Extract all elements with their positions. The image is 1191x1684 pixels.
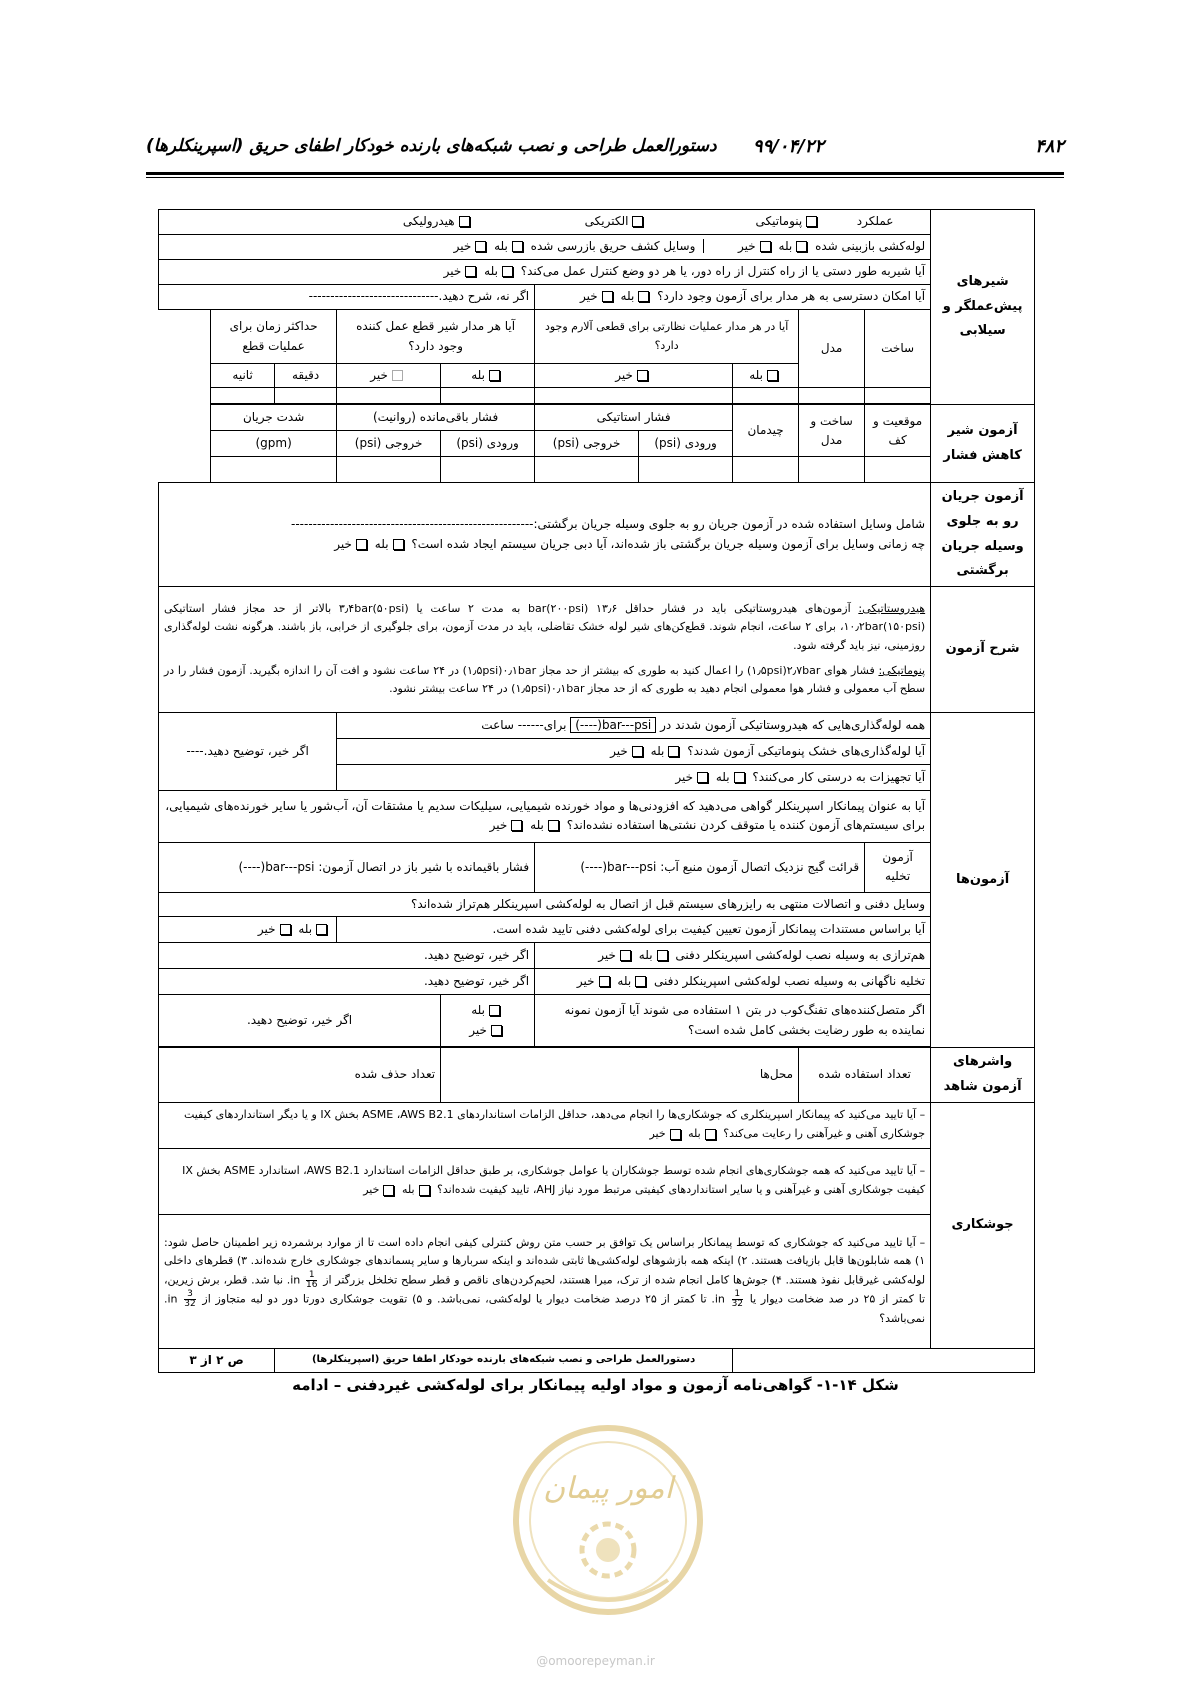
checkbox-manual-no[interactable] bbox=[465, 266, 476, 277]
gpm-unit: (gpm) bbox=[211, 431, 337, 457]
residual-inlet: ورودی (psi) bbox=[441, 431, 535, 457]
section-label-gaskets: واشرهای آزمون شاهد bbox=[931, 1048, 1035, 1102]
equipment-row: آیا تجهیزات به درستی کار می‌کنند؟ بله خیر bbox=[337, 764, 931, 790]
publisher-seal bbox=[508, 1420, 708, 1620]
checkbox-certified-no[interactable] bbox=[280, 924, 291, 935]
checkbox-fasteners-yes[interactable] bbox=[489, 1005, 500, 1016]
make-model-header: ساخت و مدل bbox=[799, 405, 865, 457]
test-description: هیدروستاتیکی: آزمون‌های هیدروستاتیکی باید در فشار حداقل ۱۳٫۶ bar(۲۰۰psi) به مدت ۲ ساعت یا ۳٫۴bar(۵۰psi) بالاتر از حد مجاز فشار استاتیکی ۱۰٫۲bar(۱۵۰psi)، برای ۲ ساعت، انجام شوند. قطع‌کن‌های شیر لوله خشک تقاضلی، باید در مدت آزمون، برای جلوگیری از خرابی، باز باشند. هرگونه نشت لوله‌گذاری روزمینی، نیز باید گرفته شود. پنوماتیکی: فشار هوای ۲٫۷bar(۱٫۵psi) را اعمال کنید به طوری که بیشتر از حد مجاز ۰٫۱bar(۱٫۵psi) در ۲۴ ساعت نشود و افت آن را اندازه بگیرید. آزمون فشار را در سطح آب معمولی و فشار هوا معمولی انجام دهید به طوری که از حد مجاز ۰٫۱bar(۱٫۵psi) در ۲۴ ساعت بیشتر نشود. bbox=[159, 586, 931, 712]
checkbox-equipment-no[interactable] bbox=[697, 772, 708, 783]
chemicals-row: آیا به عنوان پیمانکار اسپرینکلر گواهی می‌دهید که افزودنی‌ها و مواد خورنده شیمیایی، سیلیکات سدیم یا مشتقات آن، آب‌شور یا سایر خورنده‌های شیمیایی، برای سیستم‌های آزمون کننده یا متوقف کردن نشتی‌ها استفاده نشده‌اند؟ بله خیر bbox=[159, 790, 931, 842]
supervision-yes: بله bbox=[733, 364, 799, 388]
arrangement-header: چیدمان bbox=[733, 405, 799, 457]
checkbox-piping-yes[interactable] bbox=[796, 241, 807, 252]
checkbox-access-yes[interactable] bbox=[638, 291, 649, 302]
checkbox-pneumatic-yes[interactable] bbox=[668, 746, 679, 757]
max-time-question: حداکثر زمان برای عملیات قطع bbox=[211, 310, 337, 364]
access-explain: اگر نه، شرح دهید.------------------------------ bbox=[159, 285, 535, 310]
header-rule bbox=[146, 172, 1064, 175]
checkbox-supervision-no[interactable] bbox=[637, 370, 648, 381]
operation-row: عملکرد پنوماتیکی الکتریکی هیدرولیکی bbox=[159, 210, 931, 235]
supervision-no: خیر bbox=[535, 364, 733, 388]
section-label-backflow: آزمون جریان رو به جلوی وسیله جریان برگشتی bbox=[931, 483, 1035, 587]
flush-explain: اگر خیر، توضیح دهید. bbox=[159, 943, 535, 969]
checkbox-backflow-no[interactable] bbox=[356, 539, 367, 550]
fraction-1-32: $\frac{1}{32}$ bbox=[731, 1289, 744, 1310]
drain-explain: اگر خیر، توضیح دهید. bbox=[159, 969, 535, 995]
checkbox-supervision-yes[interactable] bbox=[767, 370, 778, 381]
checkbox-piping-no[interactable] bbox=[760, 241, 771, 252]
checkbox-backflow-yes[interactable] bbox=[393, 539, 404, 550]
checkbox-weld1-yes[interactable] bbox=[705, 1129, 716, 1140]
welding-q3: – آیا تایید می‌کنید که جوشکاری که توسط پیمانکار براساس یک توافق بر حسب متن روش کنترلی کیفی انجام داده است تا از موارد برشمرده زیر اطمینان حاصل شود: ۱) همه شابلون‌ها قابل بازیافت هستند. ۲) اینکه همه بازشوهای لوله‌کشی‌ها ثابتی شده‌اند و اینکه سربارها و سایر پسماندهای جوشکاری خارج شده‌اند. ۳) قطرهای داخلی لوله‌کشی غیرقابل نفوذ هستند. ۴) جوش‌ها کامل انجام شده از ترک، مبرا هستند، لحیم‌کردن‌های ناقص و قطر سطح تخلخل بزرگتر از $\frac{1}{16}$ in. نبا شد. قطر، برش زیرین، تا کمتر از ۲۵ در صد ضخامت دیوار یا $\frac{1}{32}$ in. تا کمتر از ۲۵ درصد ضخامت دیوار یا لوله‌کشی، نمی‌باشد. و ۵) تقویت جوشکاری دورتا دور دو لبه متجاوز از $\frac{3}{32}$ in. نمی‌باشد؟ bbox=[159, 1214, 931, 1348]
header-title: دستورالعمل طراحی و نصب شبکه‌های بارنده خودکار اطفای حریق (اسپرینکلرها) bbox=[146, 136, 717, 156]
minute-label: دقیقه bbox=[275, 364, 337, 388]
certified-choice: بله خیر bbox=[159, 917, 337, 943]
checkbox-hydraulic[interactable] bbox=[459, 216, 470, 227]
residual-reading: فشار باقیمانده با شیر باز در اتصال آزمون: bar---psi(----) bbox=[159, 842, 535, 892]
fasteners-row: اگر متصل‌کننده‌های تفنگ‌کوب در بتن ۱ استفاده می شوند آیا آزمون نمونه نماینده به طور رضایت بخشی کامل شده است؟ bbox=[535, 995, 931, 1047]
fasteners-choice: بله خیر bbox=[441, 995, 535, 1047]
manual-remote-row: آیا شیربه طور دستی یا از راه کنترل از راه دور، یا هر دو وضع کنترل عمل می‌کند؟ بله خیر bbox=[159, 260, 931, 285]
model-header: مدل bbox=[799, 310, 865, 388]
tests-explain: اگر خیر، توضیح دهید.---- bbox=[159, 712, 337, 790]
fasteners-explain: اگر خیر، توضیح دهید. bbox=[159, 995, 441, 1047]
pneumatic-tested-row: آیا لوله‌گذاری‌های خشک پنوماتیکی آزمون شدند؟ بله خیر bbox=[337, 738, 931, 764]
checkbox-chemicals-no[interactable] bbox=[511, 820, 522, 831]
seal-text: امور پیمان bbox=[543, 1471, 673, 1506]
footer-page: ص ۲ از ۳ bbox=[159, 1348, 275, 1372]
access-row: آیا امکان دسترسی به هر مدار برای آزمون وجود دارد؟ بله خیر bbox=[535, 285, 931, 310]
shutoff-yes: بله bbox=[441, 364, 535, 388]
second-label: ثانیه bbox=[211, 364, 275, 388]
fraction-1-16: $\frac{1}{16}$ bbox=[306, 1270, 318, 1291]
static-pressure-header: فشار استاتیکی bbox=[535, 405, 733, 431]
gaskets-removed: تعداد حذف شده bbox=[159, 1048, 441, 1102]
watermark: @omoorepeyman.ir bbox=[536, 1654, 655, 1668]
drain-install-row: تخلیه ناگهانی به وسیله نصب لوله‌کشی اسپرینکلر دفنی بله خیر bbox=[535, 969, 931, 995]
checkbox-weld2-no[interactable] bbox=[383, 1185, 394, 1196]
footer-blank bbox=[733, 1348, 1035, 1372]
checkbox-manual-yes[interactable] bbox=[502, 266, 513, 277]
location-header: موقعیت و کف bbox=[865, 405, 931, 457]
static-outlet: خروجی (psi) bbox=[535, 431, 639, 457]
checkbox-drain-no[interactable] bbox=[599, 976, 610, 987]
section-label-prv: آزمون شیر کاهش فشار bbox=[931, 405, 1035, 483]
checkbox-electric[interactable] bbox=[632, 216, 643, 227]
make-header: ساخت bbox=[865, 310, 931, 388]
section-label-tests: آزمون‌ها bbox=[931, 712, 1035, 1047]
checkbox-flush-yes[interactable] bbox=[657, 950, 668, 961]
fraction-3-32: $\frac{3}{32}$ bbox=[184, 1289, 196, 1310]
section-label-test-desc: شرح آزمون bbox=[931, 586, 1035, 712]
header-rule-thin bbox=[146, 177, 1064, 178]
drain-test-label: آزمون تخلیه bbox=[865, 842, 931, 892]
residual-outlet: خروجی (psi) bbox=[337, 431, 441, 457]
flow-rate-header: شدت جریان bbox=[211, 405, 337, 431]
page-number: ۴۸۲ bbox=[1034, 136, 1064, 157]
certified-row: آیا براساس مستندات پیمانکار آزمون تعیین کیفیت برای لوله‌کشی دفنی تایید شده است. bbox=[337, 917, 931, 943]
piping-inspected-row: لوله‌کشی بازبینی شده بله خیر وسایل کشف حریق بازرسی شده بله خیر bbox=[159, 235, 931, 260]
figure-caption: شکل ۱۴-۱- گواهی‌نامه آزمون و مواد اولیه پیمانکار برای لوله‌کشی غیردفنی – ادامه bbox=[292, 1376, 899, 1394]
checkbox-weld2-yes[interactable] bbox=[419, 1185, 430, 1196]
welding-q2: – آیا تایید می‌کنید که همه جوشکاری‌های انجام شده توسط جوشکاران یا عوامل جوشکاری، بر طبق حداقل الزامات استاندارد AWS B2.1، استاندارد ASME بخش IX کیفیت جوشکاری آهنی و غیرآهنی و یا سایر استانداردهای کیفیتی مرتبط مورد نیاز AHJ، تایید کیفیت شده‌اند؟ بله خیر bbox=[159, 1148, 931, 1214]
residual-pressure-header: فشار باقی‌مانده (روانیت) bbox=[337, 405, 535, 431]
shutoff-no: خیر bbox=[337, 364, 441, 388]
checkbox-pneumatic[interactable] bbox=[806, 216, 817, 227]
gaskets-locations: محل‌ها bbox=[441, 1048, 799, 1102]
certificate-form bbox=[158, 209, 1035, 1373]
static-inlet: ورودی (psi) bbox=[639, 431, 733, 457]
footer-title: دستورالعمل طراحی و نصب شبکه‌های بارنده خودکار اطفا حریق (اسپرینکلرها) bbox=[275, 1348, 733, 1372]
hydro-tested-row: همه لوله‌گذاری‌هایی که هیدروستاتیکی آزمون شدند در bar---psi(----) برای------ ساعت bbox=[337, 712, 931, 738]
checkbox-detection-yes[interactable] bbox=[512, 241, 523, 252]
checkbox-fasteners-no[interactable] bbox=[491, 1025, 502, 1036]
page-header bbox=[146, 136, 1064, 164]
flushed-row: وسایل دفنی و اتصالات منتهی به رایزرهای سیستم قبل از اتصال به لوله‌کشی اسپرینکلر هم‌تراز شده‌اند؟ bbox=[159, 892, 931, 916]
shutoff-question: آیا هر مدار شیر قطع عمل کننده وجود دارد؟ bbox=[337, 310, 535, 364]
checkbox-chemicals-yes[interactable] bbox=[548, 820, 559, 831]
checkbox-access-no[interactable] bbox=[602, 291, 613, 302]
checkbox-detection-no[interactable] bbox=[475, 241, 486, 252]
checkbox-weld1-no[interactable] bbox=[670, 1129, 681, 1140]
supervision-question: آیا در هر مدار عملیات نظارتی برای قطعی آلارم وجود دارد؟ bbox=[535, 310, 799, 364]
checkbox-equipment-yes[interactable] bbox=[734, 772, 745, 783]
welding-q1: – آیا تایید می‌کنید که پیمانکار اسپرینکلری که جوشکاری‌ها را انجام می‌دهد، حداقل الزامات استانداردهای ASME ،AWS B2.1 بخش IX و یا دیگر استانداردهای کیفیت جوشکاری آهنی و غیرآهنی را رعایت می‌کند؟ بله خیر bbox=[159, 1102, 931, 1148]
header-date: ۹۹/۰۴/۲۲ bbox=[752, 136, 824, 157]
gaskets-used: تعداد استفاده شده bbox=[799, 1048, 931, 1102]
section-label-welding: جوشکاری bbox=[931, 1102, 1035, 1348]
checkbox-certified-yes[interactable] bbox=[316, 924, 327, 935]
checkbox-shutoff-yes[interactable] bbox=[489, 370, 500, 381]
checkbox-flush-no[interactable] bbox=[620, 950, 631, 961]
section-label-valves: شیرهای پیش‌عملگر و سیلابی bbox=[931, 210, 1035, 405]
backflow-text: شامل وسایل استفاده شده در آزمون جریان رو به جلوی وسیله جریان برگشتی:-------------------------------------------------------- چه زمانی وسایل برای آزمون وسیله جریان برگشتی باز شده‌اند، آیا دبی جریان سیستم ایجاد شده است؟ بله خیر bbox=[159, 483, 931, 587]
gauge-reading: قرائت گیج نزدیک اتصال آزمون منبع آب: bar---psi(----) bbox=[535, 842, 865, 892]
checkbox-pneumatic-no[interactable] bbox=[632, 746, 643, 757]
flush-install-row: هم‌ترازی به وسیله نصب لوله‌کشی اسپرینکلر دفنی بله خیر bbox=[535, 943, 931, 969]
checkbox-shutoff-no[interactable] bbox=[392, 370, 403, 381]
checkbox-drain-yes[interactable] bbox=[635, 976, 646, 987]
